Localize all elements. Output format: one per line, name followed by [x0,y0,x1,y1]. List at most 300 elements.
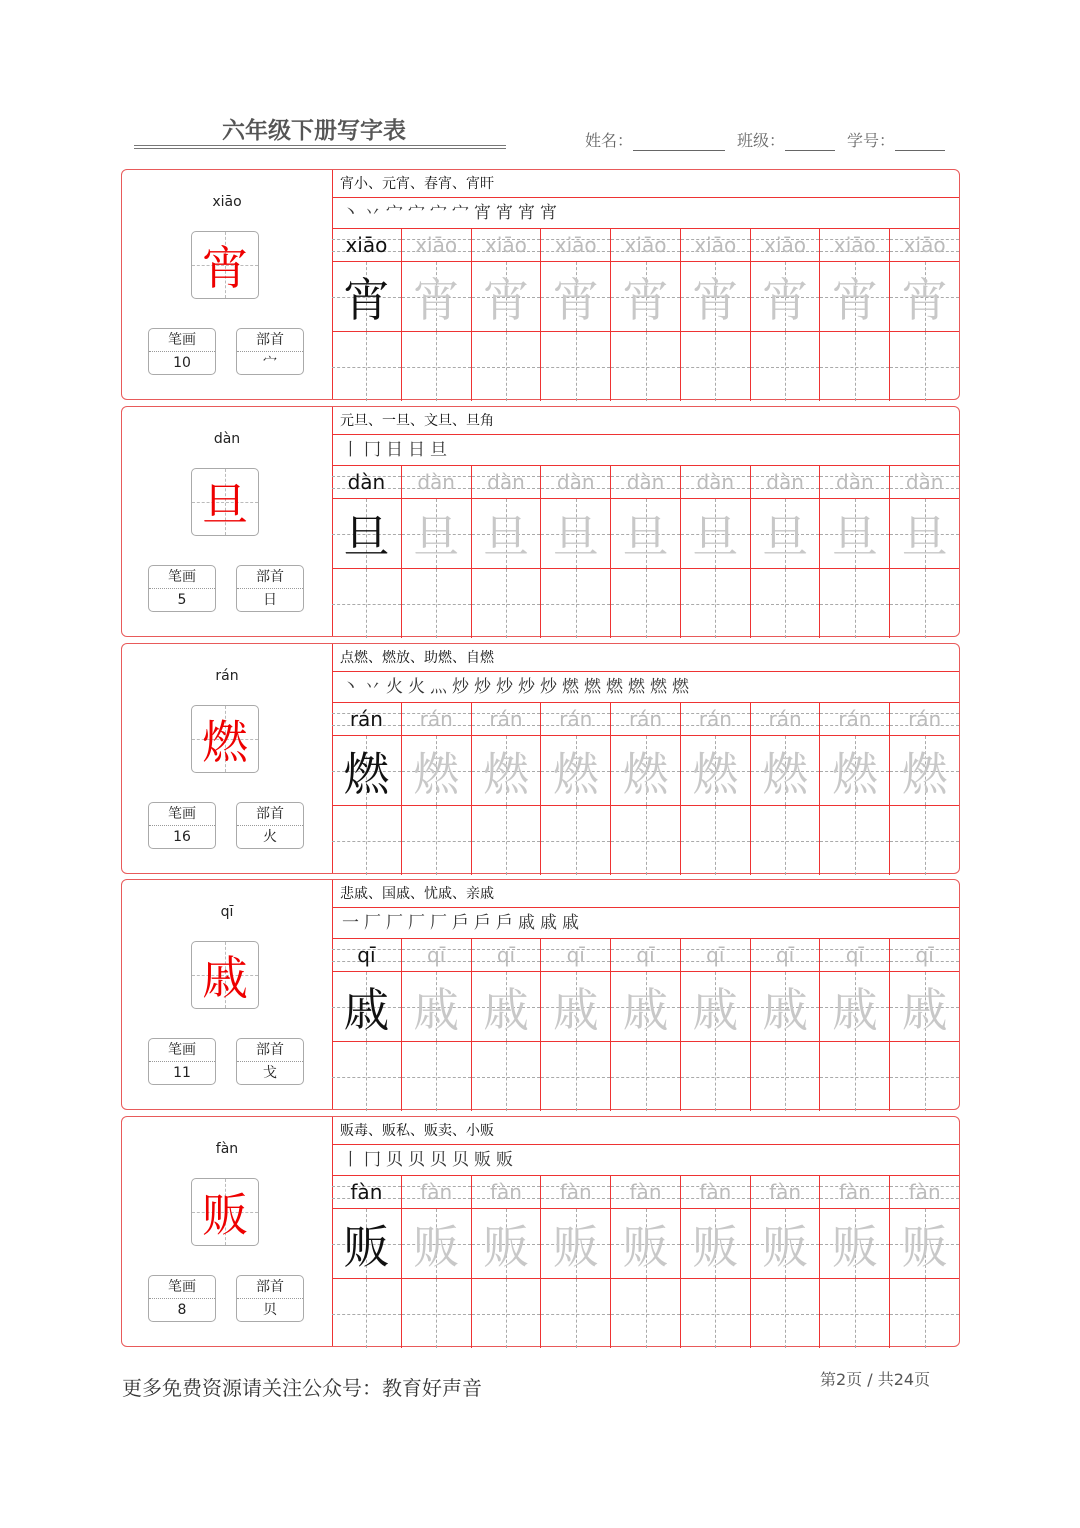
radical-label: 部首 [237,566,303,589]
pinyin-cell[interactable] [611,703,681,735]
stroke-step: 燃 [628,677,647,697]
char-cell[interactable] [332,262,402,331]
char-cell[interactable] [751,1209,821,1278]
char-cell[interactable] [472,499,542,568]
char-cell[interactable] [681,499,751,568]
char-trace: 燃 [831,746,878,801]
pinyin-cell[interactable] [402,229,472,261]
pinyin-cell[interactable] [472,1176,542,1208]
page-number: 第2页 / 共24页 [820,1370,931,1389]
stroke-count-box [148,565,216,612]
stroke-order [332,1145,959,1176]
practice-area [332,170,959,399]
stroke-step: 戚 [518,913,537,933]
pinyin-cell[interactable] [890,1176,959,1208]
char-cell[interactable] [332,1209,402,1278]
char-cell[interactable] [890,736,959,805]
pinyin-cell[interactable] [820,1176,890,1208]
pinyin-cell[interactable] [332,1176,402,1208]
char-cell[interactable] [611,1209,681,1278]
char-trace: 宵 [831,272,878,327]
char-trace: 宵 [692,272,739,327]
footer-note: 更多免费资源请关注公众号：教育好声音 [122,1376,482,1400]
char-cell[interactable] [611,972,681,1041]
pinyin-cell[interactable] [541,703,611,735]
blank-practice-cell[interactable] [681,1042,751,1111]
pinyin-cell[interactable] [820,703,890,735]
character: 贩 [202,1188,248,1242]
char-cell[interactable] [541,972,611,1041]
stroke-count-label: 笔画 [149,1276,215,1299]
stroke-step: 火 [386,677,405,697]
pinyin-cell[interactable] [681,1176,751,1208]
char-cell[interactable] [681,1209,751,1278]
stroke-step: 燃 [606,677,625,697]
blank-practice-cell[interactable] [611,1042,681,1111]
char-trace: 贩 [552,1219,599,1274]
char-trace: 戚 [482,982,529,1037]
pinyin-trace: rán [908,707,942,731]
stroke-step: 厂 [408,913,427,933]
radical-box [236,565,304,612]
blank-practice-cell[interactable] [820,1042,890,1111]
stroke-count: 11 [173,1065,191,1081]
pinyin-cell[interactable] [541,466,611,498]
pinyin-cell[interactable] [890,703,959,735]
worksheet-title: 六年级下册写字表 [222,118,406,144]
pinyin-trace: rán [419,707,453,731]
pinyin-cell[interactable] [820,466,890,498]
pinyin-cell[interactable] [890,939,959,971]
stroke-order [332,198,959,229]
blank-practice-cell[interactable] [472,1042,542,1111]
character-box [191,468,259,536]
char-cell[interactable] [611,262,681,331]
char-trace: 戚 [343,982,390,1037]
char-trace: 宵 [901,272,948,327]
blank-practice-cell[interactable] [472,332,542,401]
blank-practice-cell[interactable] [332,1042,402,1111]
char-cell[interactable] [751,262,821,331]
character-box [191,941,259,1009]
stroke-step: 炒 [518,677,537,697]
char-trace: 宵 [622,272,669,327]
character-box [191,1178,259,1246]
char-cell[interactable] [820,499,890,568]
blank-practice-cell[interactable] [890,1042,959,1111]
char-trace: 贩 [762,1219,809,1274]
pinyin-row [332,229,959,262]
stroke-step: 戶 [474,913,493,933]
pinyin-cell[interactable] [751,466,821,498]
pinyin-trace: qī [706,943,725,967]
stroke-step: 戶 [452,913,471,933]
pinyin-trace: xiāo [833,233,876,257]
char-trace: 戚 [901,982,948,1037]
blank-practice-cell[interactable] [402,1279,472,1348]
pinyin-trace: fàn [629,1180,662,1204]
stroke-step: 旦 [430,440,449,460]
pinyin-row [332,1176,959,1209]
stroke-count-box [148,328,216,375]
blank-practice-cell[interactable] [611,806,681,875]
pinyin-trace: rán [768,707,802,731]
stroke-step: 丷 [364,677,383,697]
number-field[interactable] [895,132,945,151]
char-cell[interactable] [611,499,681,568]
blank-practice-cell[interactable] [472,569,542,638]
pinyin-trace: fàn [489,1180,522,1204]
pinyin-trace: dàn [766,470,804,494]
example-words: 贩毒、贩私、贩卖、小贩 [332,1117,959,1145]
blank-practice-cell[interactable] [890,806,959,875]
radical-box [236,1038,304,1085]
stroke-count-label: 笔画 [149,566,215,589]
char-trace: 旦 [552,509,599,564]
stroke-step: 一 [342,913,361,933]
pinyin-cell[interactable] [751,229,821,261]
pinyin-cell[interactable] [332,229,402,261]
pinyin-trace: xiāo [903,233,946,257]
stroke-step: 贝 [430,1150,449,1170]
char-cell[interactable] [541,262,611,331]
char-cell[interactable] [472,262,542,331]
stroke-step: 冂 [364,440,383,460]
pinyin-trace: dàn [696,470,735,494]
char-trace: 旦 [413,509,460,564]
stroke-step: 炒 [496,677,515,697]
char-cell[interactable] [472,736,542,805]
char-trace: 贩 [692,1219,739,1274]
char-cell[interactable] [541,499,611,568]
char-cell[interactable] [820,972,890,1041]
blank-practice-cell[interactable] [402,332,472,401]
radical: 火 [263,829,277,845]
pinyin-cell[interactable] [820,939,890,971]
stroke-step: 燃 [562,677,581,697]
pinyin-cell[interactable] [402,1176,472,1208]
char-trace: 旦 [692,509,739,564]
pinyin-cell[interactable] [611,229,681,261]
pinyin-trace: fàn [559,1180,592,1204]
class-field[interactable] [785,132,835,151]
character-info [122,407,333,636]
char-cell[interactable] [820,262,890,331]
character-pinyin: qī [220,904,234,920]
char-trace: 宵 [343,272,390,327]
radical-label: 部首 [237,1039,303,1062]
char-trace: 燃 [413,746,460,801]
pinyin-cell[interactable] [541,939,611,971]
pinyin-trace: rán [559,707,593,731]
blank-practice-cell[interactable] [332,332,402,401]
pinyin-cell[interactable] [541,1176,611,1208]
char-cell[interactable] [681,262,751,331]
pinyin-cell[interactable] [472,229,542,261]
pinyin-cell[interactable] [890,466,959,498]
pinyin-cell[interactable] [332,466,402,498]
pinyin-row [332,939,959,972]
blank-practice-cell[interactable] [332,806,402,875]
char-trace: 贩 [413,1219,460,1274]
student-info [585,128,945,151]
char-cell[interactable] [751,736,821,805]
char-cell[interactable] [820,1209,890,1278]
pinyin-cell[interactable] [332,703,402,735]
name-field[interactable] [633,132,725,151]
blank-practice-cell[interactable] [611,332,681,401]
pinyin-cell[interactable] [681,703,751,735]
stroke-step: 厂 [364,913,383,933]
character: 宵 [202,241,248,295]
char-trace: 旦 [482,509,529,564]
pinyin-trace: xiāo [694,233,737,257]
blank-practice-cell[interactable] [541,1279,611,1348]
character: 戚 [202,951,248,1005]
pinyin-cell[interactable] [472,703,542,735]
character-block [121,406,960,637]
blank-practice-cell[interactable] [541,332,611,401]
pinyin-cell[interactable] [402,703,472,735]
blank-practice-cell[interactable] [402,1042,472,1111]
pinyin-trace: xiāo [764,233,807,257]
char-trace: 燃 [762,746,809,801]
pinyin-trace: fàn [350,1180,383,1204]
char-trace: 贩 [901,1219,948,1274]
char-trace: 宵 [413,272,460,327]
blank-practice-cell[interactable] [541,569,611,638]
blank-practice-cell[interactable] [611,569,681,638]
blank-practice-cell[interactable] [472,1279,542,1348]
stroke-step: 燃 [650,677,669,697]
char-trace: 旦 [622,509,669,564]
character-box [191,231,259,299]
char-cell[interactable] [332,736,402,805]
pinyin-cell[interactable] [751,703,821,735]
radical-label: 部首 [237,329,303,352]
character-block [121,1116,960,1347]
pinyin-cell[interactable] [472,466,542,498]
stroke-step: 戚 [562,913,581,933]
pinyin-cell[interactable] [611,1176,681,1208]
blank-practice-cell[interactable] [820,332,890,401]
blank-practice-cell[interactable] [332,569,402,638]
stroke-step: 宵 [540,203,559,223]
stroke-step: 宵 [474,203,493,223]
pinyin-cell[interactable] [472,939,542,971]
blank-practice-cell[interactable] [681,569,751,638]
blank-row [332,332,959,401]
blank-practice-cell[interactable] [681,806,751,875]
pinyin-trace: xiāo [624,233,667,257]
pinyin-cell[interactable] [611,939,681,971]
blank-practice-cell[interactable] [611,1279,681,1348]
radical-box [236,802,304,849]
stroke-step: 宵 [518,203,537,223]
blank-practice-cell[interactable] [472,806,542,875]
blank-practice-cell[interactable] [681,1279,751,1348]
pinyin-row [332,703,959,736]
character: 燃 [202,715,248,769]
name-label: 姓名： [585,131,634,150]
pinyin-trace: fàn [699,1180,732,1204]
character: 旦 [202,478,248,532]
pinyin-cell[interactable] [681,939,751,971]
char-cell[interactable] [541,736,611,805]
character-box [191,705,259,773]
char-row [332,262,959,332]
pinyin-trace: qī [775,943,795,967]
char-cell[interactable] [472,1209,542,1278]
pinyin-trace: rán [349,707,383,731]
stroke-order [332,908,959,939]
blank-practice-cell[interactable] [820,569,890,638]
stroke-count: 10 [173,355,191,371]
stroke-step: 贩 [474,1150,493,1170]
character-pinyin: xiāo [212,194,242,210]
char-cell[interactable] [332,972,402,1041]
char-trace: 戚 [762,982,809,1037]
char-row [332,1209,959,1279]
char-cell[interactable] [681,736,751,805]
char-cell[interactable] [402,1209,472,1278]
stroke-step: 灬 [430,677,449,697]
char-trace: 旦 [901,509,948,564]
blank-practice-cell[interactable] [541,806,611,875]
pinyin-cell[interactable] [890,229,959,261]
pinyin-trace: rán [698,707,732,731]
blank-practice-cell[interactable] [890,1279,959,1348]
character-block [121,879,960,1110]
radical: 贝 [263,1302,277,1318]
pinyin-cell[interactable] [681,466,751,498]
title-underline [134,145,506,149]
stroke-step: 炒 [474,677,493,697]
char-cell[interactable] [890,1209,959,1278]
blank-practice-cell[interactable] [751,1279,821,1348]
pinyin-trace: dàn [417,470,455,494]
blank-practice-cell[interactable] [751,1042,821,1111]
pinyin-cell[interactable] [611,466,681,498]
pinyin-trace: dàn [905,470,944,494]
blank-row [332,569,959,638]
stroke-step: 贩 [496,1150,515,1170]
pinyin-trace: qī [357,943,376,967]
pinyin-cell[interactable] [332,939,402,971]
char-trace: 宵 [482,272,529,327]
pinyin-cell[interactable] [541,229,611,261]
pinyin-cell[interactable] [751,1176,821,1208]
char-cell[interactable] [472,972,542,1041]
char-cell[interactable] [890,972,959,1041]
blank-row [332,806,959,875]
stroke-count-label: 笔画 [149,803,215,826]
stroke-step: 丨 [342,1150,361,1170]
blank-practice-cell[interactable] [681,332,751,401]
char-trace: 宵 [552,272,599,327]
char-cell[interactable] [751,499,821,568]
number-label: 学号： [847,131,896,150]
stroke-step: 宀 [386,203,405,223]
char-cell[interactable] [751,972,821,1041]
char-trace: 燃 [901,746,948,801]
char-trace: 燃 [622,746,669,801]
char-trace: 旦 [762,509,809,564]
radical-label: 部首 [237,1276,303,1299]
char-trace: 贩 [831,1219,878,1274]
pinyin-trace: fàn [769,1180,802,1204]
blank-practice-cell[interactable] [890,569,959,638]
pinyin-trace: dàn [626,470,665,494]
char-cell[interactable] [541,1209,611,1278]
practice-area [332,880,959,1109]
stroke-step: 燃 [584,677,603,697]
pinyin-trace: qī [845,943,864,967]
blank-practice-cell[interactable] [402,569,472,638]
pinyin-cell[interactable] [820,229,890,261]
pinyin-trace: rán [838,707,872,731]
char-cell[interactable] [402,262,472,331]
blank-practice-cell[interactable] [820,1279,890,1348]
char-trace: 燃 [692,746,739,801]
blank-practice-cell[interactable] [820,806,890,875]
char-cell[interactable] [332,499,402,568]
stroke-step: 厂 [386,913,405,933]
example-words: 元旦、一旦、文旦、旦角 [332,407,959,435]
stroke-step: 戚 [540,913,559,933]
blank-practice-cell[interactable] [751,806,821,875]
stroke-step: 戶 [496,913,515,933]
blank-practice-cell[interactable] [751,332,821,401]
char-cell[interactable] [402,736,472,805]
char-cell[interactable] [681,972,751,1041]
character-block [121,169,960,400]
stroke-order [332,435,959,466]
stroke-step: 宵 [496,203,515,223]
char-trace: 戚 [831,982,878,1037]
stroke-step: 丶 [342,203,361,223]
blank-practice-cell[interactable] [751,569,821,638]
pinyin-cell[interactable] [402,939,472,971]
char-trace: 贩 [622,1219,669,1274]
char-trace: 旦 [343,509,390,564]
char-cell[interactable] [402,499,472,568]
blank-practice-cell[interactable] [890,332,959,401]
pinyin-cell[interactable] [751,939,821,971]
stroke-count-box [148,1038,216,1085]
char-cell[interactable] [820,736,890,805]
char-cell[interactable] [611,736,681,805]
blank-practice-cell[interactable] [402,806,472,875]
char-row [332,499,959,569]
blank-row [332,1279,959,1348]
char-cell[interactable] [890,499,959,568]
char-trace: 戚 [622,982,669,1037]
pinyin-trace: xiāo [554,233,597,257]
char-trace: 贩 [343,1219,390,1274]
char-cell[interactable] [890,262,959,331]
pinyin-trace: rán [628,707,663,731]
pinyin-trace: qī [636,943,655,967]
pinyin-cell[interactable] [681,229,751,261]
stroke-step: 宀 [430,203,449,223]
pinyin-trace: qī [496,943,516,967]
example-words: 点燃、燃放、助燃、自燃 [332,644,959,672]
pinyin-cell[interactable] [402,466,472,498]
char-cell[interactable] [402,972,472,1041]
blank-practice-cell[interactable] [332,1279,402,1348]
blank-practice-cell[interactable] [541,1042,611,1111]
